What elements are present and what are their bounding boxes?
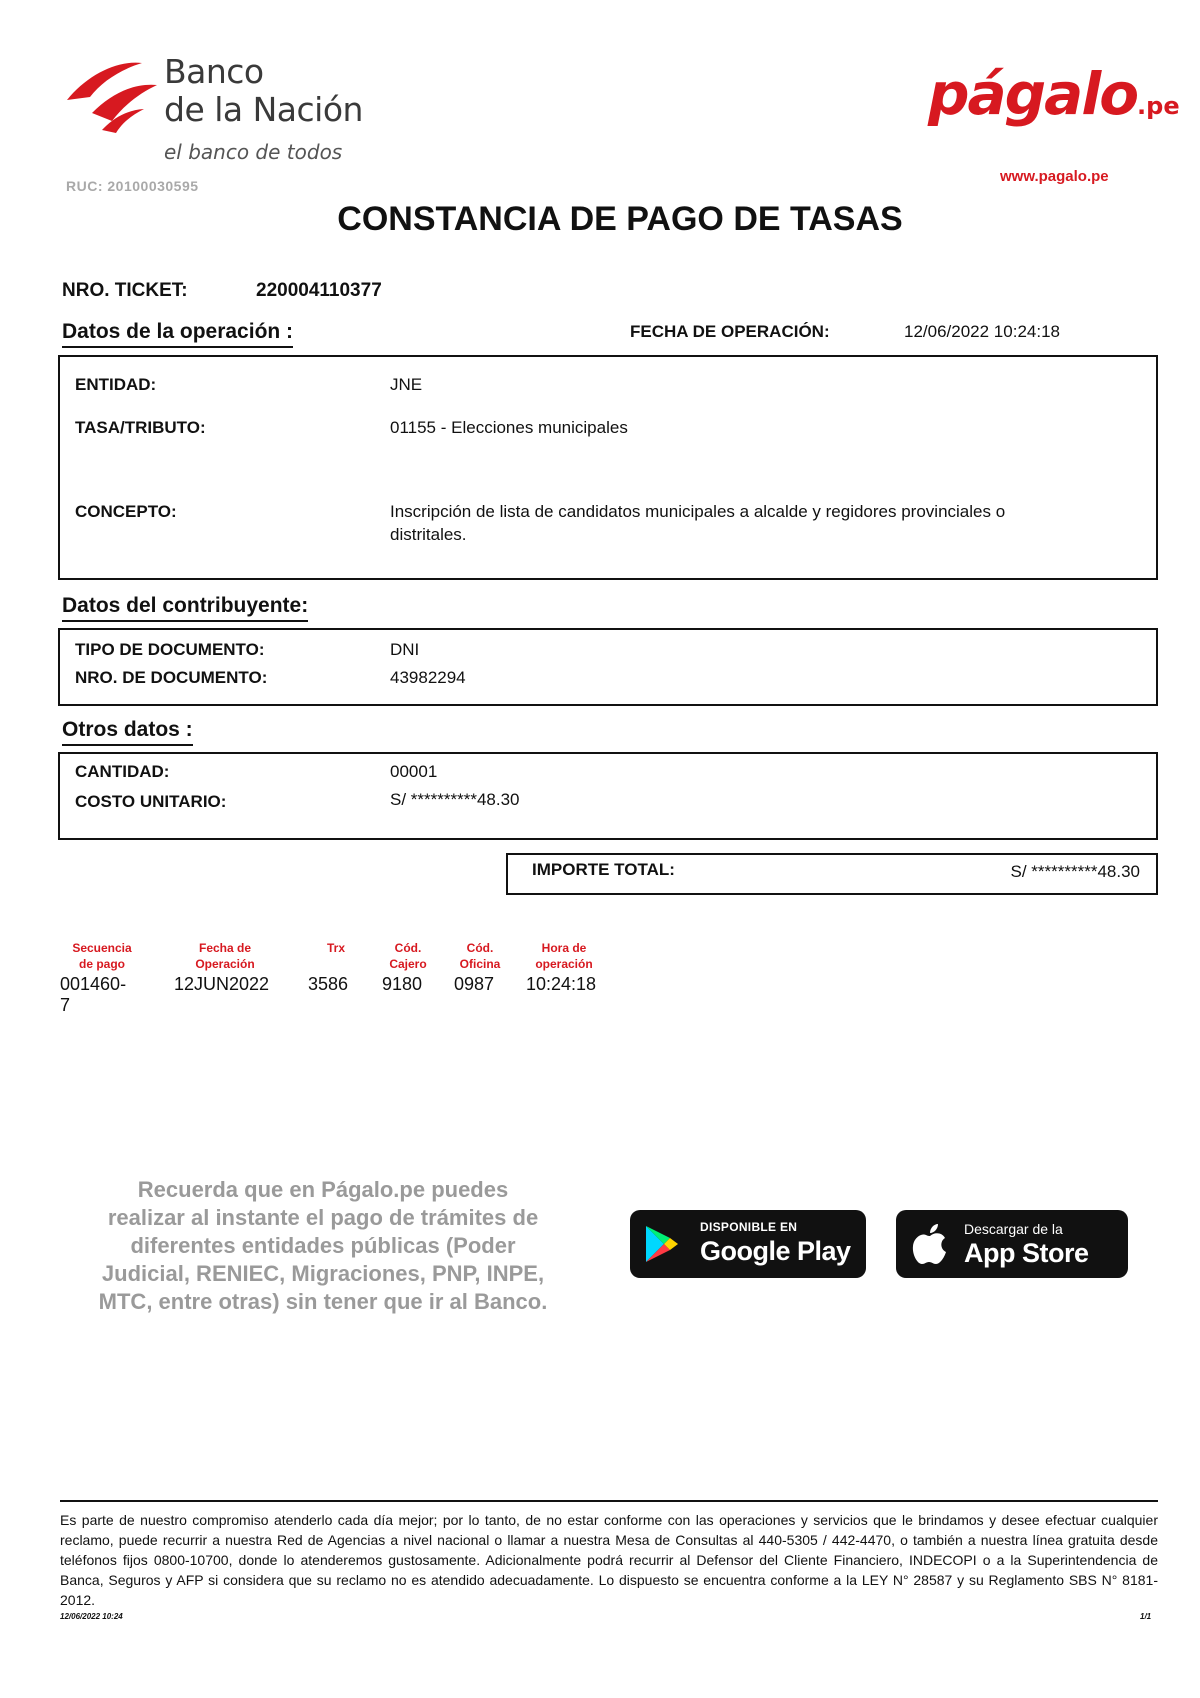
- banco-nacion-logo: [62, 55, 162, 135]
- footer-date: 12/06/2022 10:24: [60, 1612, 123, 1621]
- promo-text: [60, 1176, 586, 1316]
- entidad-value: JNE: [390, 375, 423, 394]
- tipo-documento-value: DNI: [390, 640, 420, 659]
- promo-line: Judicial, RENIEC, Migraciones, PNP, INPE,: [101, 1261, 545, 1286]
- importe-total-label: IMPORTE TOTAL:: [532, 860, 675, 879]
- pagalo-logo-suffix: .pe: [1137, 92, 1180, 120]
- code-value-secuencia: 001460-7: [60, 974, 127, 1015]
- code-header-line2: operación: [535, 957, 593, 971]
- code-value-fecha: 12JUN2022: [174, 974, 270, 994]
- code-header-line2: de pago: [78, 957, 125, 971]
- nro-documento-label: NRO. DE DOCUMENTO:: [75, 668, 268, 687]
- code-value-oficina: 0987: [454, 974, 495, 994]
- code-header-secuencia: [60, 940, 144, 972]
- section-title-contribuyente: Datos del contribuyente:: [62, 594, 308, 622]
- code-value-hora: 10:24:18: [526, 974, 597, 994]
- footer-page-number: 1/1: [1140, 1612, 1152, 1621]
- section-title-otros: Otros datos :: [62, 718, 193, 746]
- code-header-cajero: [378, 940, 438, 972]
- code-header-line2: Cajero: [389, 957, 427, 971]
- tasa-value: 01155 - Elecciones municipales: [390, 418, 628, 437]
- bank-name-line2: de la Nación: [164, 90, 363, 129]
- code-header-line2: Operación: [195, 957, 255, 971]
- costo-unitario-label: COSTO UNITARIO:: [75, 792, 227, 811]
- entidad-label: ENTIDAD:: [75, 375, 157, 394]
- banco-nacion-logo-icon: [62, 55, 162, 135]
- footer-legal-text: Es parte de nuestro compromiso atenderlo cada día mejor; por lo tanto, de no estar conforme con las operaciones y servicios que le brindamos y desee efectuar cualquier reclamo, puede recurrir a nuestra Red de Agencias a nivel nacional o llamar a nuestra Mesa de Consultas al 440-5305 / 442-4470, o también a nuestra línea gratuita desde teléfonos fijos 0800-10700, donde lo atenderemos gustosamente. Adicionalmente podrá recurrir al Defensor del Cliente Financiero, INDECOPI o a la Superintendencia de Banca, Seguros y AFP si considera que su reclamo no es atendido adecuadamente. Lo dispuesto se encuentra conforme a la LEY N° 28587 y su Reglamento SBS N° 8181-2012.: [60, 1512, 1158, 1608]
- code-header-line1: Fecha de: [198, 941, 252, 955]
- code-header-line1: Cód.: [394, 941, 422, 955]
- tipo-documento-label: TIPO DE DOCUMENTO:: [75, 640, 265, 659]
- cantidad-value: 00001: [390, 762, 438, 781]
- ticket-value: 220004110377: [256, 280, 382, 301]
- footer-divider: [60, 1500, 1158, 1502]
- cantidad-label: CANTIDAD:: [75, 762, 170, 781]
- app-store-small-text: Descargar de la: [964, 1221, 1063, 1237]
- code-header-line1: Hora de: [541, 941, 587, 955]
- code-value-cajero: 9180: [382, 974, 423, 994]
- ruc-number: RUC: 20100030595: [66, 178, 199, 194]
- concepto-value-line1: Inscripción de lista de candidatos municipales a alcalde y regidores provinciales o: [390, 502, 1006, 521]
- ticket-label: NRO. TICKET:: [62, 280, 188, 301]
- concepto-value-line2: distritales.: [390, 525, 467, 544]
- google-play-small-text: DISPONIBLE EN: [700, 1220, 798, 1234]
- code-header-line1: Cód.: [466, 941, 494, 955]
- concepto-label: CONCEPTO:: [75, 502, 177, 521]
- document-title: CONSTANCIA DE PAGO DE TASAS: [337, 200, 903, 238]
- promo-line: realizar al instante el pago de trámites de: [107, 1205, 539, 1230]
- section-title-operacion: Datos de la operación :: [62, 320, 293, 348]
- code-header-line1: Trx: [326, 941, 345, 955]
- app-store-big-text: App Store: [964, 1238, 1089, 1268]
- importe-total-value: S/ **********48.30: [1010, 862, 1140, 881]
- pagalo-url[interactable]: www.pagalo.pe: [1000, 168, 1109, 185]
- promo-line: Recuerda que en Págalo.pe puedes: [137, 1177, 509, 1202]
- pagalo-logo-main: págalo: [928, 60, 1138, 128]
- operacion-box: [58, 355, 1158, 580]
- app-store-badge[interactable]: [896, 1210, 1128, 1278]
- code-header-fecha: [170, 940, 280, 972]
- promo-line: diferentes entidades públicas (Poder: [130, 1233, 516, 1258]
- code-value-trx: 3586: [308, 974, 349, 994]
- bank-tagline: el banco de todos: [164, 140, 343, 164]
- bank-name-line1: Banco: [164, 52, 264, 91]
- google-play-big-text: Google Play: [700, 1236, 851, 1266]
- code-header-oficina: [450, 940, 510, 972]
- code-header-hora: [522, 940, 606, 972]
- code-header-line2: Oficina: [459, 957, 501, 971]
- apple-icon: [912, 1222, 948, 1266]
- fecha-operacion-value: 12/06/2022 10:24:18: [904, 322, 1060, 341]
- promo-line: MTC, entre otras) sin tener que ir al Banco.: [98, 1289, 548, 1314]
- code-header-trx: [306, 940, 366, 956]
- google-play-icon: [644, 1224, 680, 1264]
- code-header-line1: Secuencia: [72, 941, 132, 955]
- costo-unitario-value: S/ **********48.30: [390, 790, 520, 809]
- google-play-badge[interactable]: [630, 1210, 866, 1278]
- tasa-label: TASA/TRIBUTO:: [75, 418, 206, 437]
- fecha-operacion-label: FECHA DE OPERACIÓN:: [630, 322, 830, 341]
- nro-documento-value: 43982294: [390, 668, 466, 687]
- pagalo-logo: [928, 60, 1180, 128]
